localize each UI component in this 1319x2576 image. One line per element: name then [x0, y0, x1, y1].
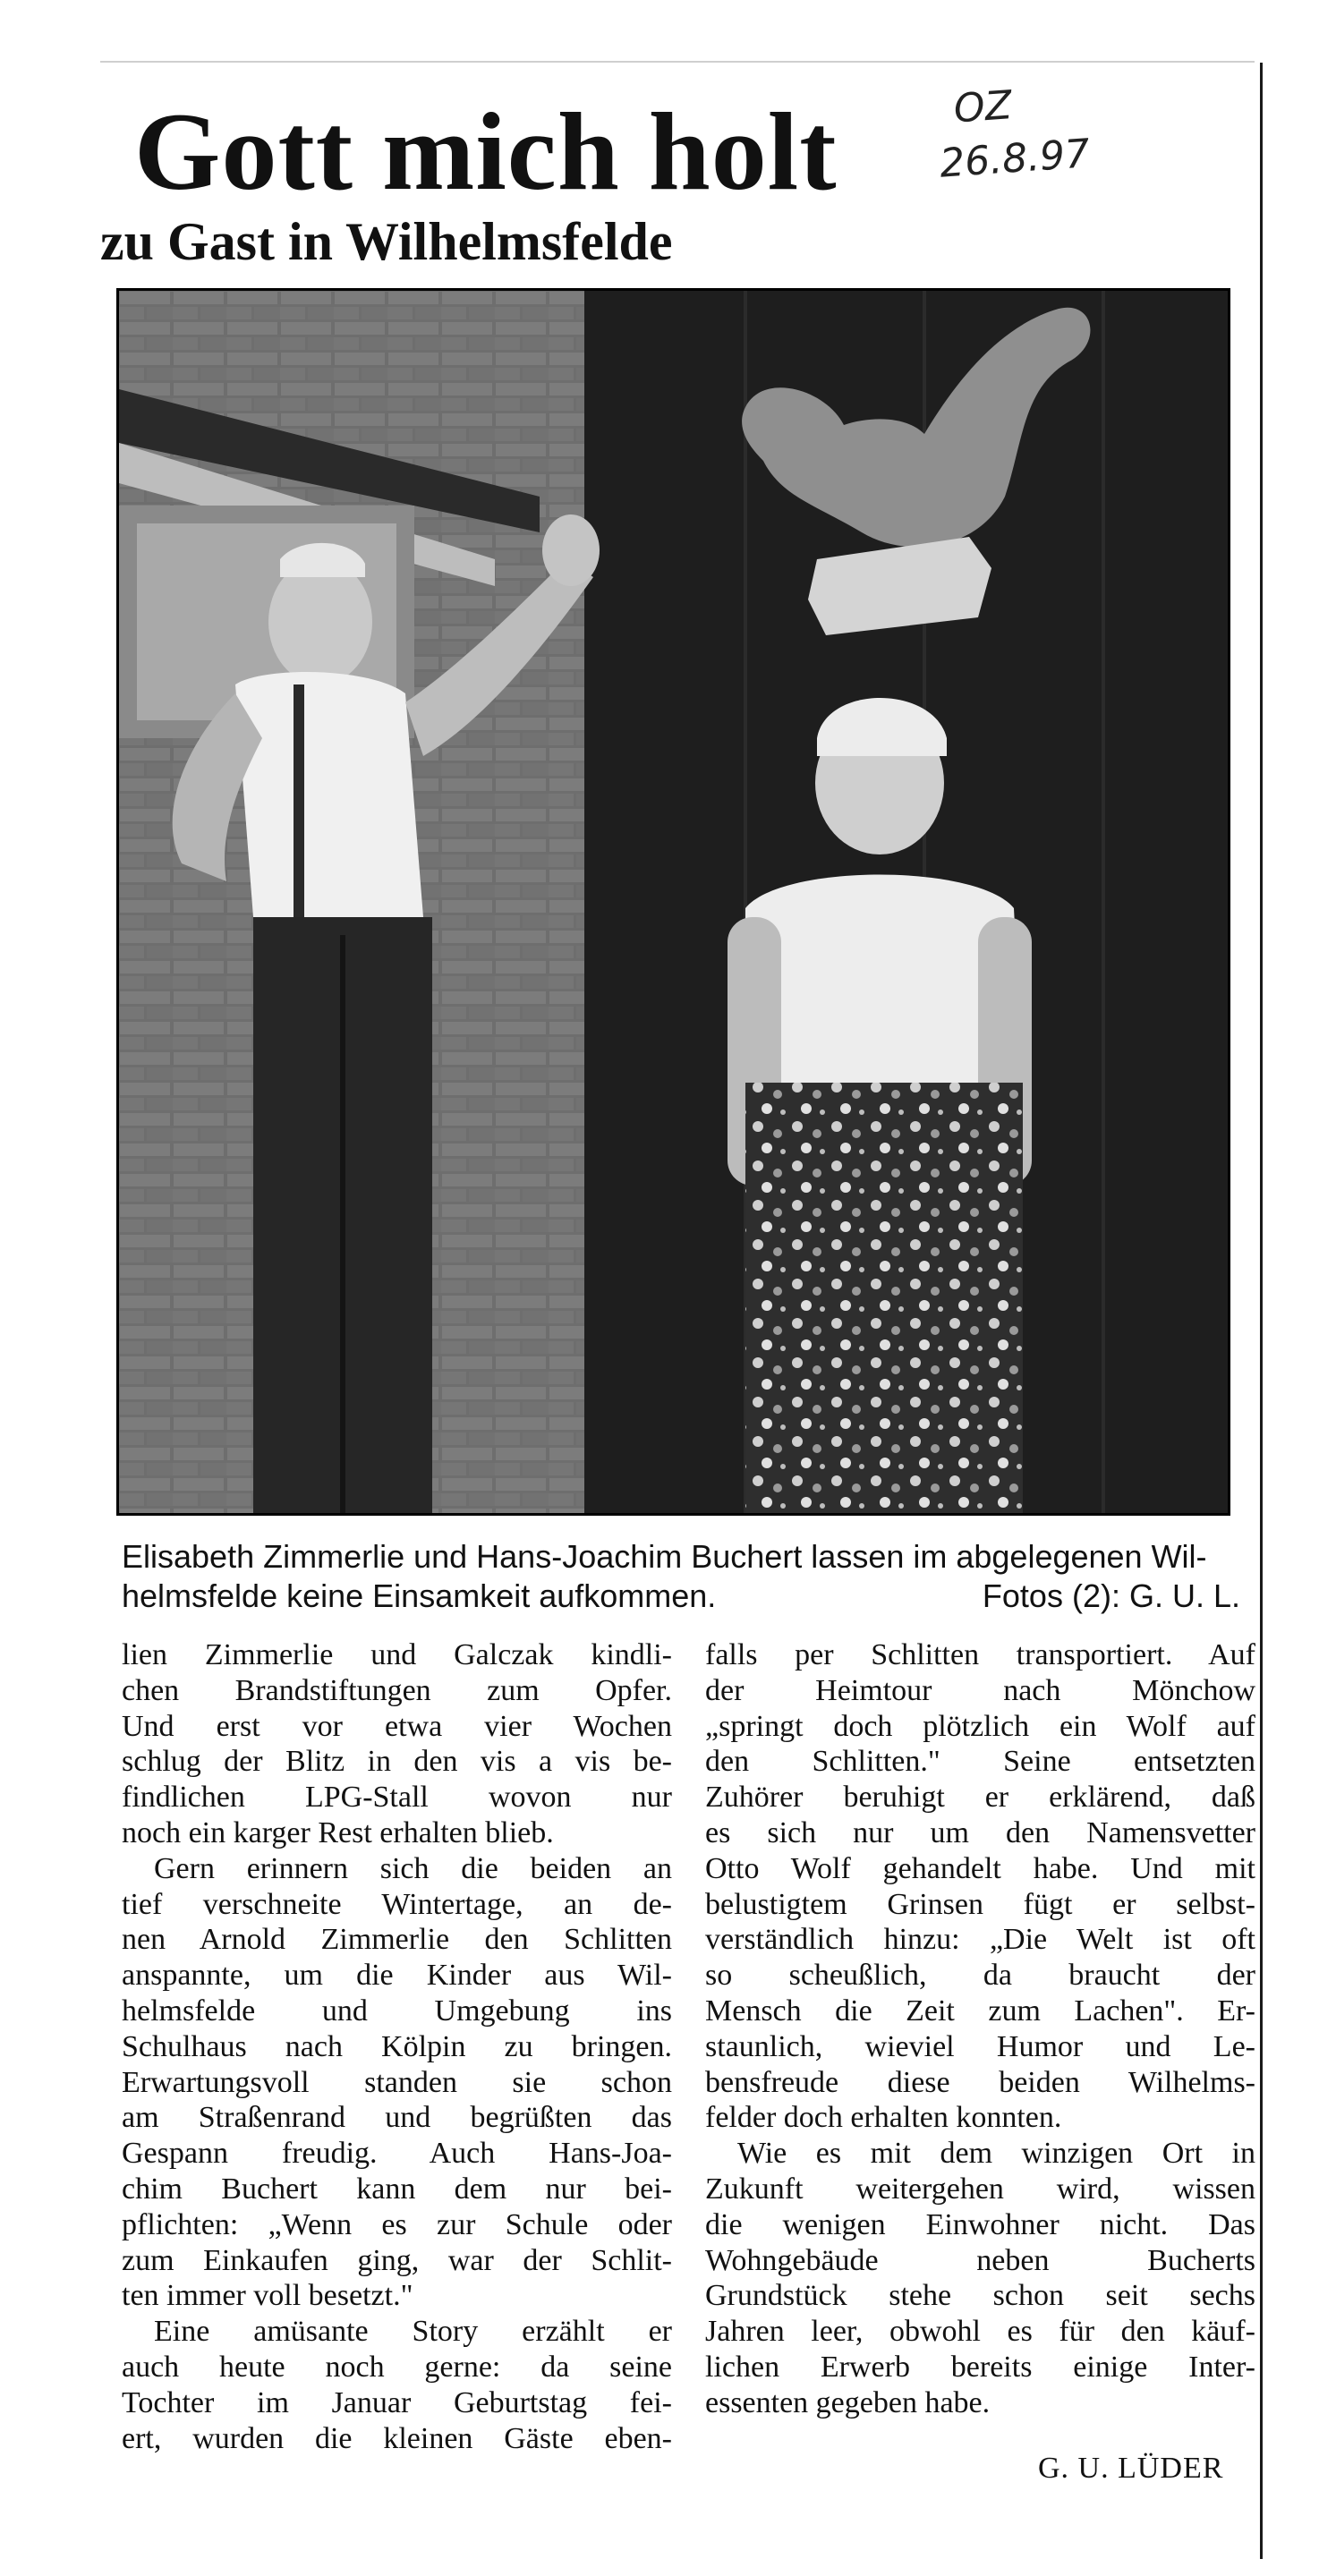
text-line: ert, wurden die kleinen Gäste eben- — [122, 2421, 672, 2455]
caption-text: helmsfelde keine Einsamkeit aufkommen. — [122, 1577, 717, 1614]
text-line: Grundstück stehe schon seit sechs — [705, 2279, 1255, 2313]
text-line: bensfreude diese beiden Wilhelms- — [705, 2065, 1255, 2099]
text-line: chen Brandstiftungen zum Opfer. — [122, 1673, 672, 1707]
text-line: belustigtem Grinsen fügt er selbst- — [705, 1887, 1255, 1921]
text-line: Und erst vor etwa vier Wochen — [122, 1709, 672, 1743]
text-line: chim Buchert kann dem nur bei- — [122, 2172, 672, 2206]
text-line: auch heute noch gerne: da seine — [122, 2350, 672, 2384]
text-line: nen Arnold Zimmerlie den Schlitten — [122, 1923, 672, 1957]
text-line: zum Einkaufen ging, war der Schlit- — [122, 2243, 672, 2277]
text-line: Zukunft weitergehen wird, wissen — [705, 2172, 1255, 2206]
text-line: lichen Erwerb bereits einige Inter- — [705, 2350, 1255, 2384]
text-line: verständlich hinzu: „Die Welt ist oft — [705, 1923, 1255, 1957]
text-line: pflichten: „Wenn es zur Schule oder — [122, 2207, 672, 2241]
text-line: „springt doch plötzlich ein Wolf auf — [705, 1709, 1255, 1743]
headline: Gott mich holt — [134, 90, 838, 213]
text-line: falls per Schlitten transportiert. Auf — [705, 1638, 1255, 1671]
text-line: Wohngebäude neben Bucherts — [705, 2243, 1255, 2277]
text-line: helmsfelde und Umgebung ins — [122, 1994, 672, 2028]
text-line: die wenigen Einwohner nicht. Das — [705, 2207, 1255, 2241]
text-line: noch ein karger Rest erhalten blieb. — [122, 1815, 554, 1849]
text-line: Gespann freudig. Auch Hans-Joa- — [122, 2137, 672, 2171]
text-line: Zuhörer beruhigt er erklärend, daß — [705, 1781, 1255, 1815]
photo-credit: Fotos (2): G. U. L. — [982, 1577, 1240, 1614]
text-line: Erwartungsvoll standen sie schon — [122, 2065, 672, 2099]
text-line: Jahren leer, obwohl es für den käuf- — [705, 2315, 1255, 2349]
author-byline: G. U. LÜDER — [1038, 2452, 1224, 2485]
text-line: am Straßenrand und begrüßten das — [122, 2101, 672, 2135]
text-line: felder doch erhalten konnten. — [705, 2101, 1062, 2135]
text-line: essenten gegeben habe. — [705, 2385, 991, 2419]
text-line: Tochter im Januar Geburtstag fei- — [122, 2385, 672, 2419]
article-column-left — [122, 1637, 672, 2456]
subheadline: zu Gast in Wilhelmsfelde — [100, 212, 673, 271]
text-line: schlug der Blitz in den vis a vis be- — [122, 1745, 672, 1779]
top-rule — [100, 61, 1255, 63]
text-line: Eine amüsante Story erzählt er — [154, 2315, 672, 2349]
text-line: tief verschneite Wintertage, an de- — [122, 1887, 672, 1921]
text-line: den Schlitten." Seine entsetzten — [705, 1745, 1255, 1779]
text-line: Mensch die Zeit zum Lachen". Er- — [705, 1994, 1255, 2028]
text-line: Gern erinnern sich die beiden an — [154, 1851, 672, 1885]
text-line: der Heimtour nach Mönchow — [705, 1673, 1255, 1707]
text-line: so scheußlich, da braucht der — [705, 1959, 1255, 1993]
text-line: ten immer voll besetzt." — [122, 2279, 413, 2313]
text-line: Wie es mit dem winzigen Ort in — [737, 2137, 1255, 2171]
article-photo — [116, 288, 1230, 1516]
text-line: es sich nur um den Namensvetter — [705, 1815, 1255, 1849]
text-line: Otto Wolf gehandelt habe. Und mit — [705, 1851, 1255, 1885]
text-line: lien Zimmerlie und Galczak kindli- — [122, 1638, 672, 1671]
handwritten-date: 26.8.97 — [938, 131, 1092, 187]
page-edge-rule — [1260, 63, 1263, 2559]
photo-caption — [122, 1537, 1240, 1616]
caption-line: Elisabeth Zimmerlie und Hans-Joachim Buchert lassen im abgelegenen Wil- — [122, 1538, 1207, 1575]
text-line: findlichen LPG-Stall wovon nur — [122, 1781, 672, 1815]
photo-illustration — [119, 291, 1228, 1513]
handwritten-source: OZ — [952, 82, 1014, 132]
text-line: staunlich, wieviel Humor und Le- — [705, 2029, 1255, 2063]
article-column-right — [705, 1637, 1255, 2421]
text-line: anspannte, um die Kinder aus Wil- — [122, 1959, 672, 1993]
handwritten-date-note — [934, 73, 1092, 191]
text-line: Schulhaus nach Kölpin zu bringen. — [122, 2029, 672, 2063]
caption-line-2 — [122, 1577, 1240, 1616]
